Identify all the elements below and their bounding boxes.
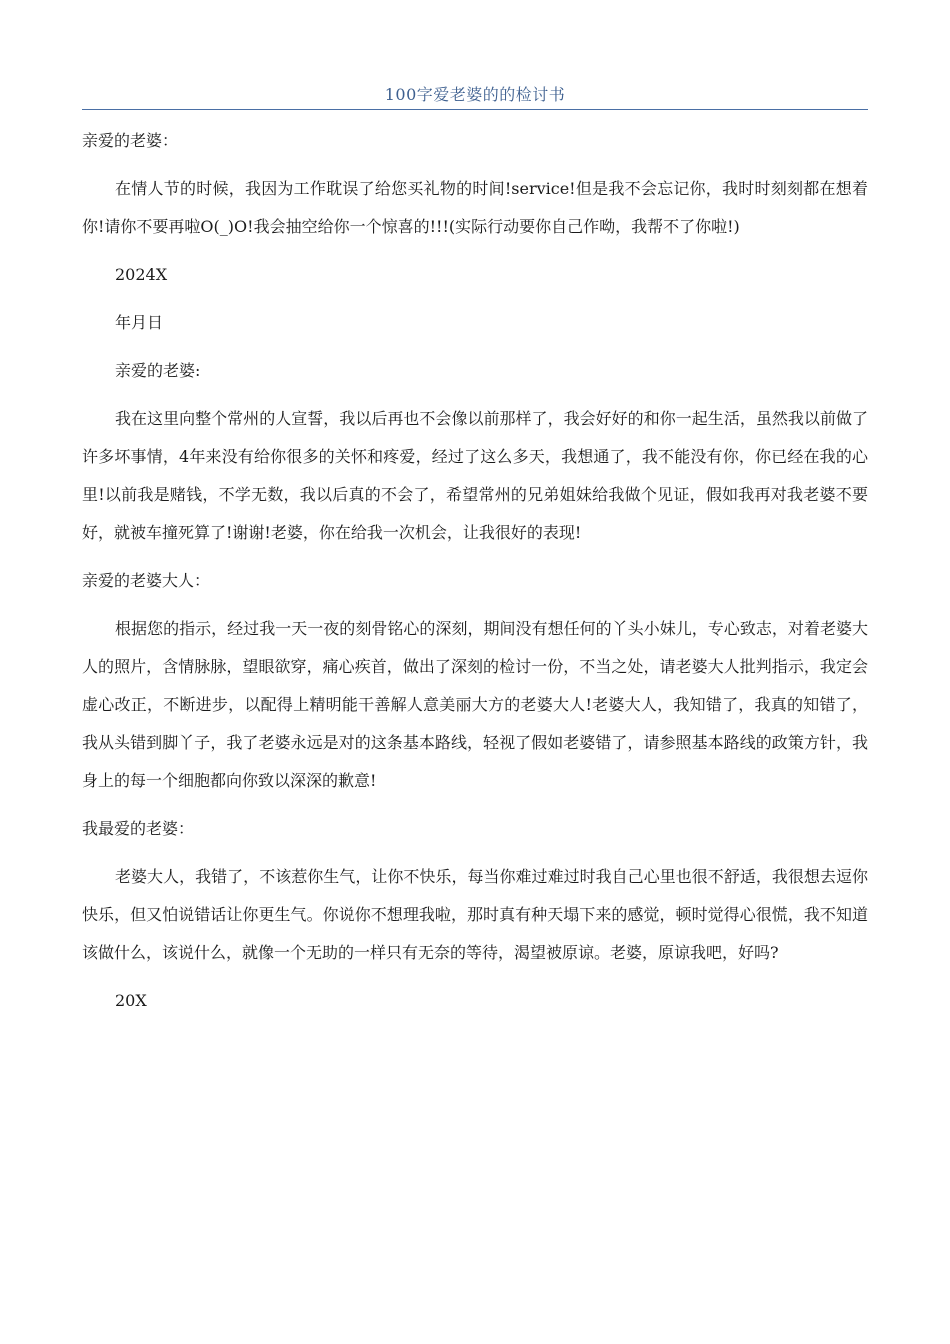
greeting-4: 我最爱的老婆：: [82, 819, 195, 838]
document-title: 100字爱老婆的的检讨书: [384, 85, 566, 104]
paragraph-3: 根据您的指示，经过我一天一夜的刻骨铭心的深刻，期间没有想任何的丫头小妹儿，专心致志，对着老婆大人的照片，含情脉脉，望眼欲穿，痛心疾首，做出了深刻的检讨一份，不当之处，请老婆大人批判指示，我定会虚心改正，不断进步，以配得上精明能干善解人意美丽大方的老婆大人!老婆大人，我知错了，我真的知错了，我从头错到脚丫子，我了老婆永远是对的这条基本路线，轻视了假如老婆错了，请参照基本路线的政策方针，我身上的每一个细胞都向你致以深深的歉意!: [82, 619, 868, 790]
document-body: [82, 122, 868, 1020]
greeting-2: 亲爱的老婆:: [115, 361, 201, 380]
paragraph-2: 我在这里向整个常州的人宣誓，我以后再也不会像以前那样了，我会好好的和你一起生活，虽然我以前做了许多坏事情，4年来没有给你很多的关怀和疼爱，经过了这么多天，我想通了，我不能没有你，你已经在我的心里!以前我是赌钱，不学无数，我以后真的不会了，希望常州的兄弟姐妹给我做个见证，假如我再对我老婆不要好，就被车撞死算了!谢谢!老婆，你在给我一次机会，让我很好的表现!: [82, 409, 868, 542]
date-year-2: 20X: [115, 991, 147, 1010]
date-year-1: 2024X: [115, 265, 168, 284]
greeting-1: 亲爱的老婆：: [82, 131, 179, 150]
greeting-3: 亲爱的老婆大人：: [82, 571, 211, 590]
date-line-1: 年月日: [115, 313, 164, 332]
paragraph-1: 在情人节的时候，我因为工作耽误了给您买礼物的时间!service!但是我不会忘记你，我时时刻刻都在想着你!请你不要再啦O(_)O!我会抽空给你一个惊喜的!!!(实际行动要你自己作呦，我帮不了你啦!): [82, 179, 868, 236]
document-header: [82, 84, 868, 110]
paragraph-4: 老婆大人，我错了，不该惹你生气，让你不快乐，每当你难过难过时我自己心里也很不舒适，我很想去逗你快乐，但又怕说错话让你更生气。你说你不想理我啦，那时真有种天塌下来的感觉，顿时觉得心很慌，我不知道该做什么，该说什么，就像一个无助的一样只有无奈的等待，渴望被原谅。老婆，原谅我吧，好吗?: [82, 867, 868, 962]
